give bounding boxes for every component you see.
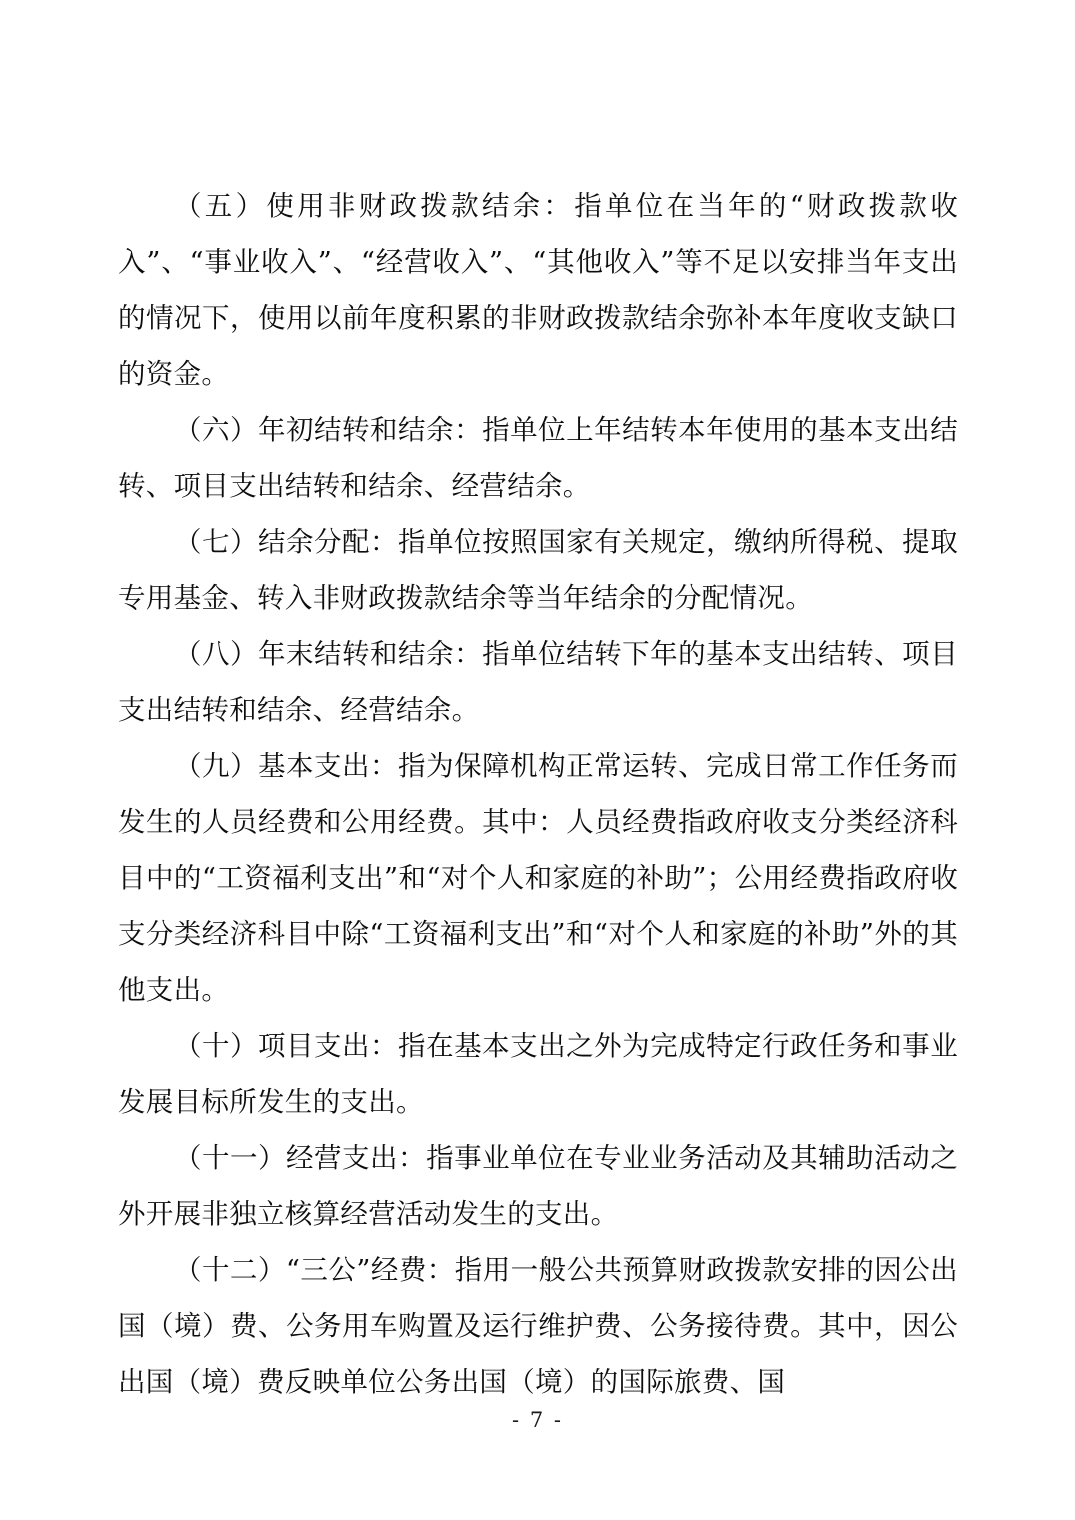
page-number: - 7 - xyxy=(512,1408,563,1432)
document-body xyxy=(118,178,958,1410)
paragraph-item: （九）基本支出：指为保障机构正常运转、完成日常工作任务而发生的人员经费和公用经费。其中：人员经费指政府收支分类经济科目中的“工资福利支出”和“对个人和家庭的补助”；公用经费指政府收支分类经济科目中除“工资福利支出”和“对个人和家庭的补助”外的其他支出。 xyxy=(118,750,958,1006)
paragraph-item: （八）年末结转和结余：指单位结转下年的基本支出结转、项目支出结转和结余、经营结余。 xyxy=(118,638,958,726)
paragraph-item: （十二）“三公”经费：指用一般公共预算财政拨款安排的因公出国（境）费、公务用车购置及运行维护费、公务接待费。其中，因公出国（境）费反映单位公务出国（境）的国际旅费、国 xyxy=(118,1254,958,1398)
paragraph-item: （六）年初结转和结余：指单位上年结转本年使用的基本支出结转、项目支出结转和结余、经营结余。 xyxy=(118,414,958,502)
paragraph-item: （五）使用非财政拨款结余：指单位在当年的“财政拨款收入”、“事业收入”、“经营收入”、“其他收入”等不足以安排当年支出的情况下，使用以前年度积累的非财政拨款结余弥补本年度收支缺口的资金。 xyxy=(118,190,958,390)
paragraph-item: （十一）经营支出：指事业单位在专业业务活动及其辅助活动之外开展非独立核算经营活动发生的支出。 xyxy=(118,1142,958,1230)
paragraph-item: （十）项目支出：指在基本支出之外为完成特定行政任务和事业发展目标所发生的支出。 xyxy=(118,1030,958,1118)
paragraph-item: （七）结余分配：指单位按照国家有关规定，缴纳所得税、提取专用基金、转入非财政拨款结余等当年结余的分配情况。 xyxy=(118,526,958,614)
